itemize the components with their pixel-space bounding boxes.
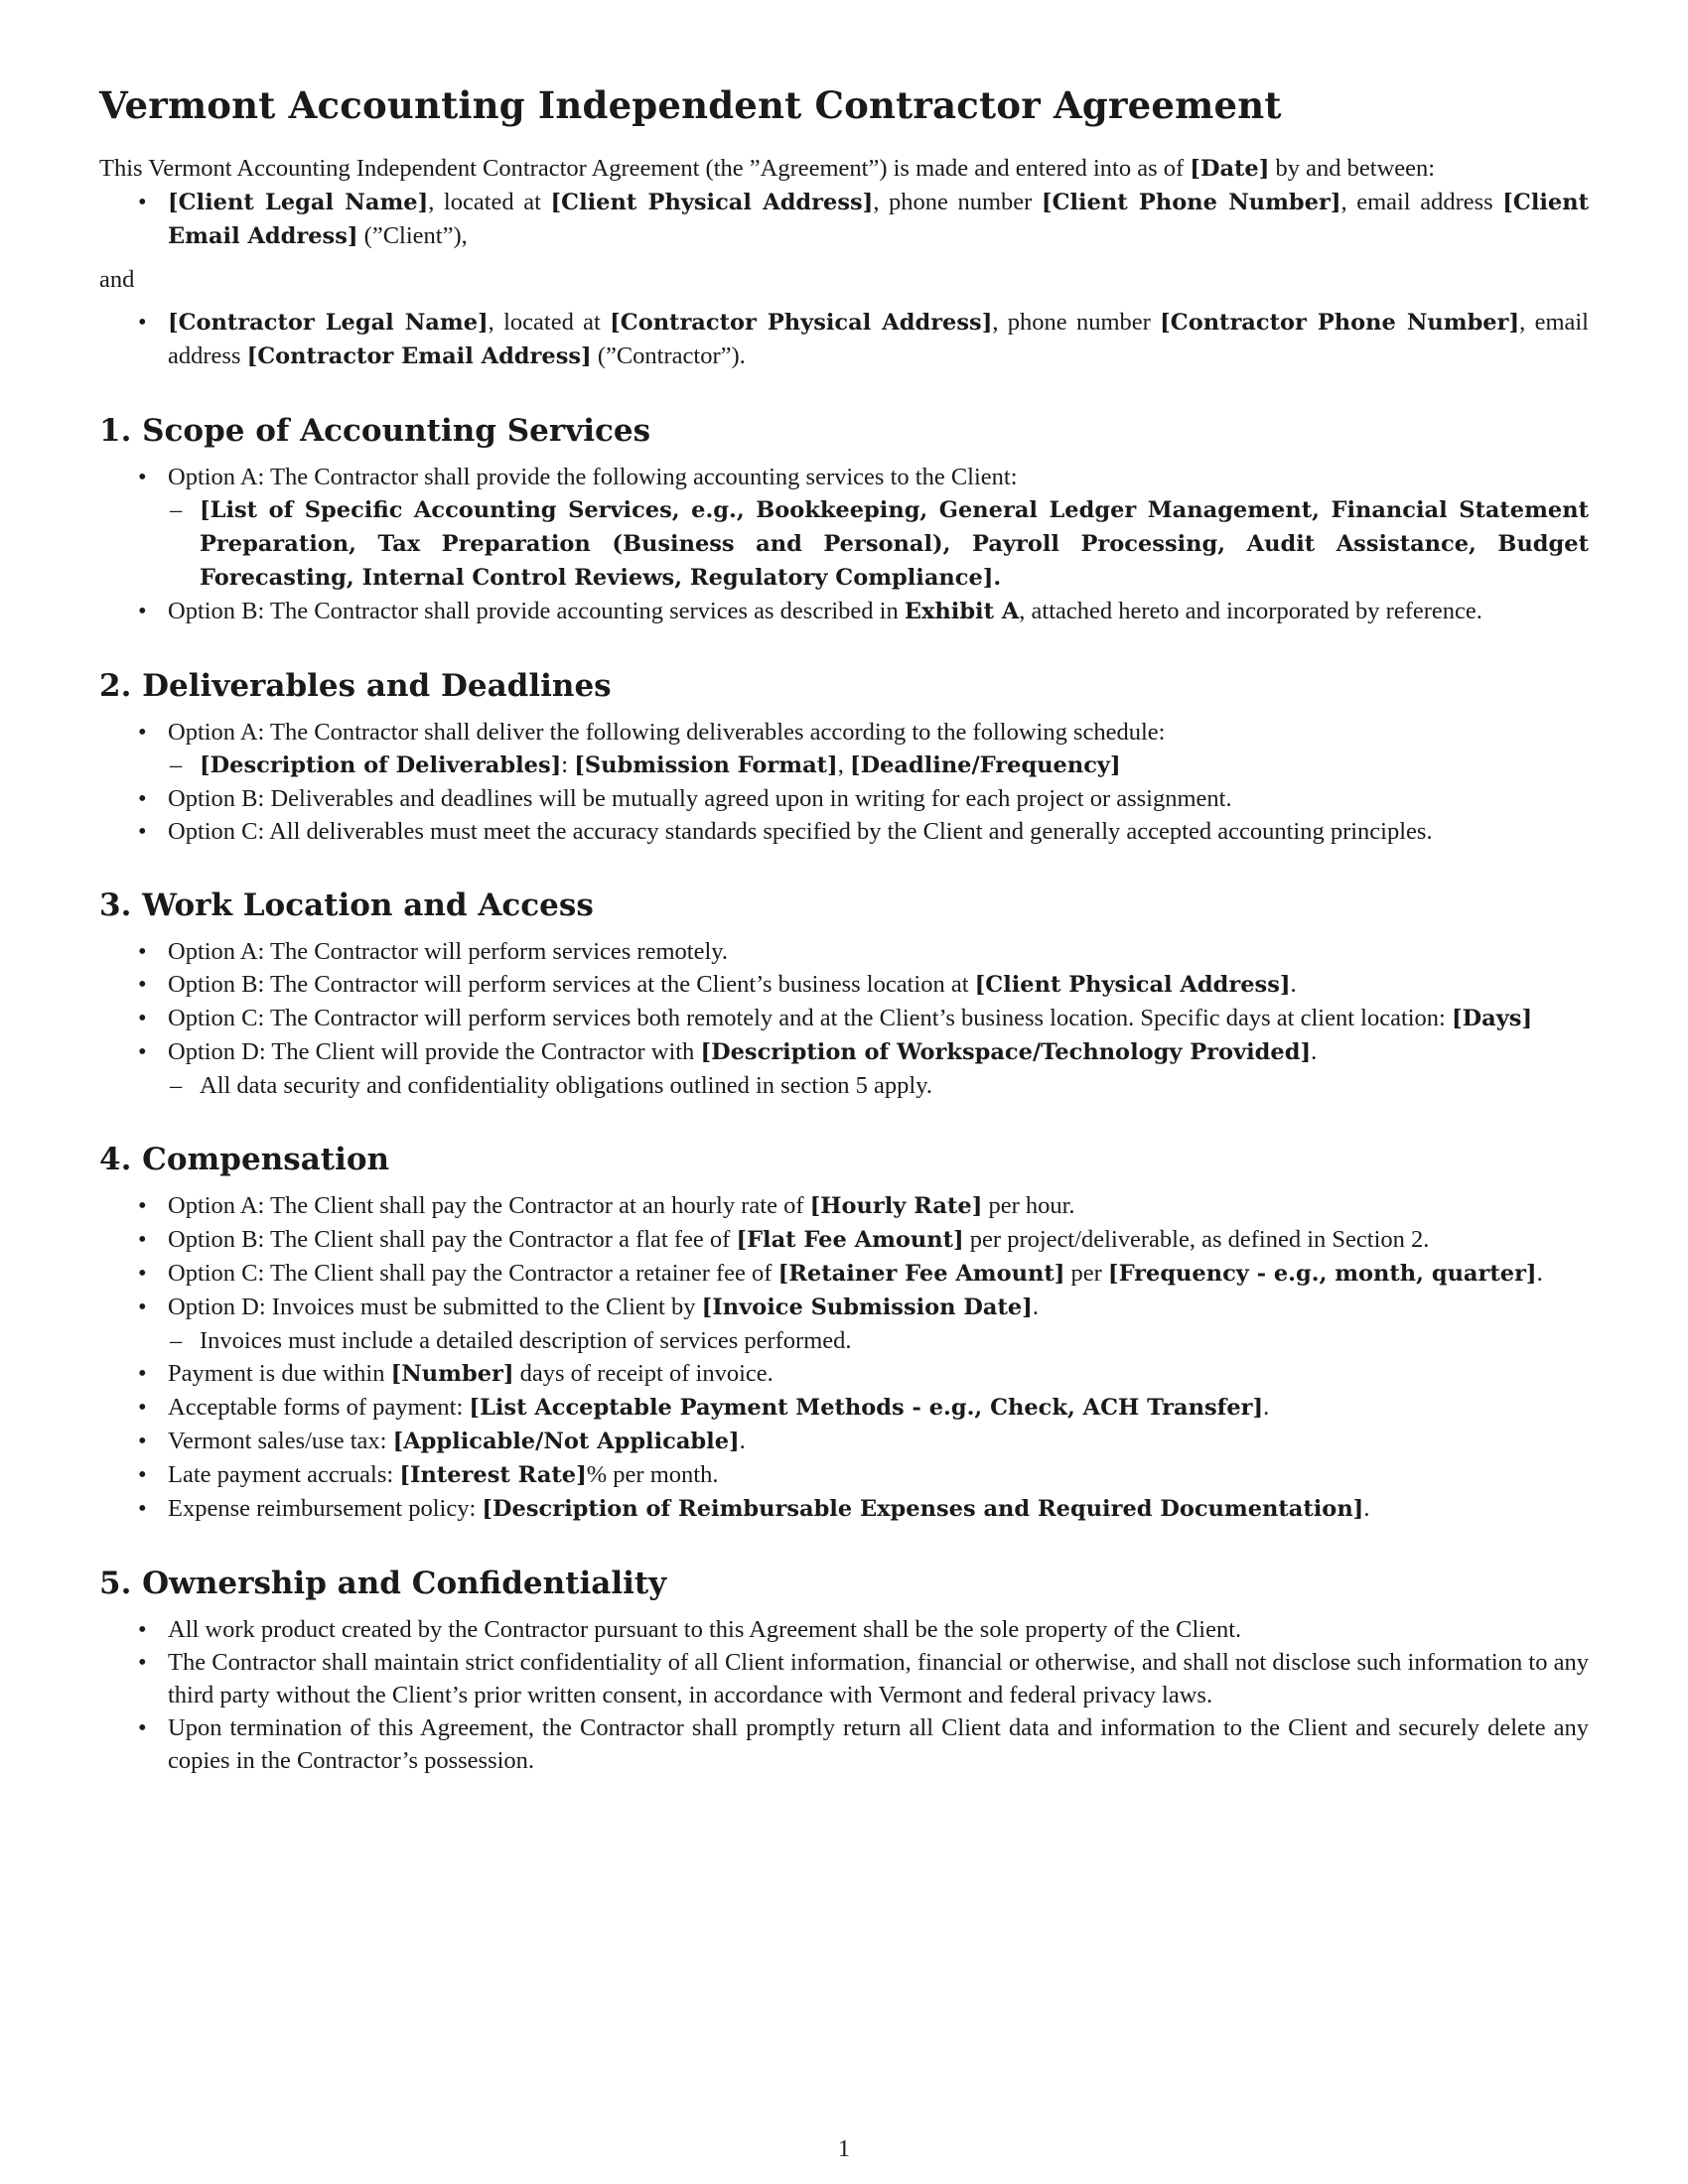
address-placeholder: [Client Physical Address]: [974, 972, 1291, 998]
contractor-party-item: [168, 306, 1589, 373]
option-text: .: [1363, 1495, 1370, 1522]
sub-list: [168, 493, 1589, 595]
section-heading-deliverables: 2. Deliverables and Deadlines: [99, 668, 612, 704]
days-placeholder: [Days]: [1452, 1006, 1533, 1031]
contractor-phone: [Contractor Phone Number]: [1160, 310, 1520, 336]
client-address: [Client Physical Address]: [550, 190, 874, 215]
and-text: and: [99, 266, 135, 293]
list-item: [168, 1458, 1589, 1492]
option-text: Option B: The Contractor will perform services at the Client’s business location at: [168, 971, 975, 998]
option-text: Option B: The Contractor shall provide accounting services as described in: [168, 598, 905, 624]
exhibit-reference: Exhibit A: [904, 599, 1020, 624]
deliverables-placeholder: [Description of Deliverables]: [200, 752, 562, 778]
intro-paragraph: [99, 152, 1589, 186]
party-text: (”Contractor”).: [591, 342, 746, 369]
services-placeholder: [List of Specific Accounting Services, e.g., Bookkeeping, General Ledger Management, Financial Statement Preparation, Tax Preparation (Business and Personal), Payroll Processing, Audit Assistance, Budget Forecasting, Internal Control Reviews, Regulatory Compliance].: [200, 497, 1589, 591]
option-text: per: [1064, 1260, 1108, 1287]
tax-placeholder: [Applicable/Not Applicable]: [392, 1429, 740, 1454]
sub-list: [168, 749, 1589, 782]
client-phone: [Client Phone Number]: [1041, 190, 1341, 215]
list-item: • The Contractor shall maintain strict confidentiality of all Client information, financial or otherwise, and shall not disclose such information to any third party without the Client’s prior written consent, in accordance with Vermont and federal privacy laws.: [168, 1646, 1589, 1711]
option-text: Acceptable forms of payment:: [168, 1394, 470, 1421]
flat-fee-placeholder: [Flat Fee Amount]: [736, 1227, 964, 1253]
list-item: [168, 716, 1589, 782]
intro-text: by and between:: [1269, 155, 1436, 182]
sub-list-item: – Invoices must include a detailed description of services performed.: [200, 1324, 1589, 1357]
sub-list-item: [200, 749, 1589, 782]
retainer-fee-placeholder: [Retainer Fee Amount]: [777, 1261, 1065, 1287]
page-number: 1: [838, 2136, 850, 2162]
option-text: .: [739, 1428, 746, 1454]
option-text: Payment is due within: [168, 1360, 391, 1387]
option-text: .: [1536, 1260, 1543, 1287]
section-heading-location: 3. Work Location and Access: [99, 887, 594, 923]
contractor-email: [Contractor Email Address]: [246, 343, 592, 369]
client-email: [Client Email Address]: [168, 190, 1589, 249]
option-text: .: [1032, 1294, 1039, 1320]
party-text: , located at: [488, 309, 611, 336]
interest-rate-placeholder: [Interest Rate]: [399, 1462, 587, 1488]
payment-methods-placeholder: [List Acceptable Payment Methods - e.g., Check, ACH Transfer]: [469, 1395, 1264, 1421]
list-item: • Option A: The Contractor will perform services remotely.: [168, 935, 1589, 968]
option-text: Expense reimbursement policy:: [168, 1495, 483, 1522]
list-item: [168, 1257, 1589, 1291]
list-item: [168, 1189, 1589, 1223]
party-text: , phone number: [873, 189, 1042, 215]
ownership-list: [99, 1613, 1589, 1777]
option-text: days of receipt of invoice.: [513, 1360, 774, 1387]
frequency-placeholder: [Frequency - e.g., month, quarter]: [1107, 1261, 1537, 1287]
list-item: [168, 1357, 1589, 1391]
number-placeholder: [Number]: [390, 1361, 514, 1387]
option-text: Option A: The Contractor shall deliver the following deliverables according to the following schedule:: [168, 719, 1166, 746]
date-placeholder: [Date]: [1190, 156, 1270, 182]
section-heading-compensation: 4. Compensation: [99, 1142, 390, 1177]
client-name: [Client Legal Name]: [168, 190, 429, 215]
option-text: % per month.: [586, 1461, 719, 1488]
option-text: per project/deliverable, as defined in Section 2.: [963, 1226, 1430, 1253]
option-text: Option C: The Contractor will perform services both remotely and at the Client’s business location. Specific days at client location:: [168, 1005, 1452, 1031]
option-text: .: [1311, 1038, 1318, 1065]
deadline-placeholder: [Deadline/Frequency]: [849, 752, 1121, 778]
list-item: [168, 595, 1589, 628]
list-item: • Option B: Deliverables and deadlines will be mutually agreed upon in writing for each project or assignment.: [168, 782, 1589, 815]
section-heading-scope: 1. Scope of Accounting Services: [99, 413, 651, 449]
option-text: .: [1263, 1394, 1270, 1421]
location-options-list: [99, 935, 1589, 1102]
list-item: • Upon termination of this Agreement, the Contractor shall promptly return all Client data and information to the Client and securely delete any copies in the Contractor’s possession.: [168, 1711, 1589, 1777]
separator-text: ,: [837, 751, 850, 778]
deliverables-options-list: [99, 716, 1589, 848]
list-item: [168, 1425, 1589, 1458]
format-placeholder: [Submission Format]: [574, 752, 838, 778]
section-heading-ownership: 5. Ownership and Confidentiality: [99, 1566, 667, 1601]
list-item: [168, 1002, 1589, 1035]
separator-text: :: [561, 751, 575, 778]
client-party-item: [168, 186, 1589, 253]
document-title: Vermont Accounting Independent Contractor Agreement: [99, 83, 1282, 127]
option-text: per hour.: [982, 1192, 1075, 1219]
list-item: [168, 1492, 1589, 1526]
intro-text: This Vermont Accounting Independent Contractor Agreement (the ”Agreement”) is made and entered into as of: [99, 155, 1191, 182]
party-list-client: [99, 186, 1589, 253]
sub-list-item: [200, 493, 1589, 595]
sub-list: [168, 1324, 1589, 1357]
option-text: Option A: The Client shall pay the Contractor at an hourly rate of: [168, 1192, 810, 1219]
list-item: [168, 1223, 1589, 1257]
invoice-date-placeholder: [Invoice Submission Date]: [701, 1295, 1033, 1320]
option-text: .: [1290, 971, 1297, 998]
option-text: Option C: The Client shall pay the Contractor a retainer fee of: [168, 1260, 778, 1287]
option-text: Late payment accruals:: [168, 1461, 400, 1488]
scope-options-list: [99, 461, 1589, 628]
workspace-placeholder: [Description of Workspace/Technology Provided]: [700, 1039, 1312, 1065]
party-list-contractor: [99, 306, 1589, 373]
sub-list-item: – All data security and confidentiality obligations outlined in section 5 apply.: [200, 1069, 1589, 1102]
list-item: [168, 968, 1589, 1002]
contractor-address: [Contractor Physical Address]: [610, 310, 993, 336]
party-text: (”Client”),: [357, 222, 468, 249]
expenses-placeholder: [Description of Reimbursable Expenses and Required Documentation]: [482, 1496, 1364, 1522]
list-item: [168, 1391, 1589, 1425]
option-text: Option D: The Client will provide the Contractor with: [168, 1038, 701, 1065]
compensation-options-list: [99, 1189, 1589, 1526]
sub-list: [168, 1069, 1589, 1102]
party-text: , email address: [168, 309, 1589, 369]
option-text: Option D: Invoices must be submitted to the Client by: [168, 1294, 702, 1320]
option-text: Option A: The Contractor shall provide the following accounting services to the Client:: [168, 464, 1018, 490]
list-item: [168, 461, 1589, 595]
list-item: • Option C: All deliverables must meet the accuracy standards specified by the Client and generally accepted accounting principles.: [168, 815, 1589, 848]
option-text: , attached hereto and incorporated by reference.: [1019, 598, 1482, 624]
hourly-rate-placeholder: [Hourly Rate]: [809, 1193, 983, 1219]
option-text: Option B: The Client shall pay the Contractor a flat fee of: [168, 1226, 737, 1253]
contractor-name: [Contractor Legal Name]: [168, 310, 489, 336]
party-text: , phone number: [992, 309, 1161, 336]
list-item: • All work product created by the Contractor pursuant to this Agreement shall be the sole property of the Client.: [168, 1613, 1589, 1646]
party-text: , email address: [1340, 189, 1503, 215]
party-text: , located at: [428, 189, 551, 215]
list-item: [168, 1035, 1589, 1102]
option-text: Vermont sales/use tax:: [168, 1428, 393, 1454]
list-item: [168, 1291, 1589, 1357]
